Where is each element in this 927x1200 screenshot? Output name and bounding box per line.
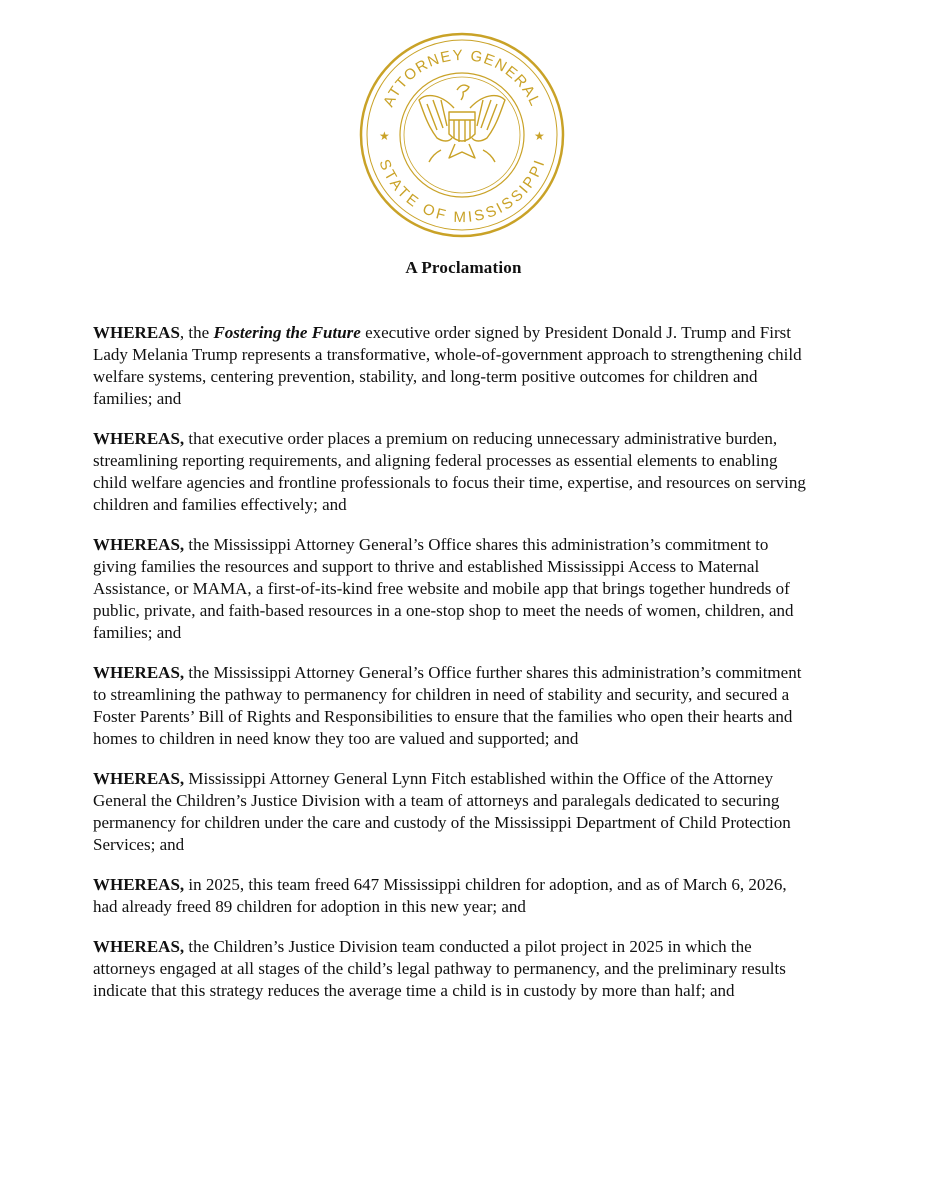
seal-bottom-text: STATE OF MISSISSIPPI	[374, 157, 550, 227]
emphasized-title: Fostering the Future	[213, 323, 361, 342]
whereas-paragraph-7	[93, 936, 813, 1002]
seal-right-star-icon: ★	[534, 129, 545, 143]
whereas-keyword: WHEREAS,	[93, 769, 185, 788]
whereas-paragraph-5	[93, 768, 813, 856]
paragraph-text: executive order signed by President Donald J. Trump and First Lady Melania Trump represents a transformative, whole-of-government approach to strengthening child welfare systems, centering prevention, stability, and long-term positive outcomes for children and families; and	[93, 323, 802, 408]
paragraph-text: that executive order places a premium on reducing unnecessary administrative burden, streamlining reporting requirements, and aligning federal processes as essential elements to enabling child welfare agencies and frontline professionals to focus their time, expertise, and resources on serving children and families effectively; and	[93, 429, 806, 514]
whereas-keyword: WHEREAS	[93, 323, 180, 342]
paragraph-text: in 2025, this team freed 647 Mississippi children for adoption, and as of March 6, 2026, had already freed 89 children for adoption in this new year; and	[93, 875, 787, 916]
page-title: A Proclamation	[405, 258, 522, 277]
attorney-general-seal	[357, 30, 567, 240]
paragraph-text: the Mississippi Attorney General’s Office shares this administration’s commitment to giving families the resources and support to thrive and established Mississippi Access to Maternal Assistance, or MAMA, a first-of-its-kind free website and mobile app that brings together hundreds of public, private, and faith-based resources in a one-stop shop to meet the needs of women, children, and families; and	[93, 535, 794, 642]
whereas-keyword: WHEREAS,	[93, 535, 185, 554]
whereas-keyword: WHEREAS,	[93, 937, 185, 956]
whereas-paragraph-6	[93, 874, 813, 918]
proclamation-body	[93, 322, 813, 1020]
whereas-paragraph-3	[93, 534, 813, 644]
paragraph-text: the Children’s Justice Division team conducted a pilot project in 2025 in which the attorneys engaged at all stages of the child’s legal pathway to permanency, and the preliminary results indicate that this strategy reduces the average time a child is in custody by more than half; and	[93, 937, 786, 1000]
whereas-paragraph-4	[93, 662, 813, 750]
whereas-keyword: WHEREAS,	[93, 663, 185, 682]
whereas-paragraph-1	[93, 322, 813, 410]
whereas-paragraph-2	[93, 428, 813, 516]
whereas-keyword: WHEREAS,	[93, 875, 185, 894]
seal-top-text: ATTORNEY GENERAL	[380, 46, 544, 110]
paragraph-text: the Mississippi Attorney General’s Office further shares this administration’s commitment to streamlining the pathway to permanency for children in need of stability and security, and secured a Foster Parents’ Bill of Rights and Responsibilities to ensure that the families who open their hearts and homes to children in need know they too are valued and supported; and	[93, 663, 802, 748]
svg-text:ATTORNEY GENERAL	[380, 47, 544, 110]
seal-left-star-icon: ★	[379, 129, 390, 143]
paragraph-text: Mississippi Attorney General Lynn Fitch established within the Office of the Attorney General the Children’s Justice Division with a team of attorneys and paralegals dedicated to securing permanency for children under the care and custody of the Mississippi Department of Child Protection Services; and	[93, 769, 791, 854]
whereas-keyword: WHEREAS,	[93, 429, 185, 448]
seal-emblem-icon	[357, 30, 567, 240]
paragraph-text: , the	[179, 323, 214, 342]
